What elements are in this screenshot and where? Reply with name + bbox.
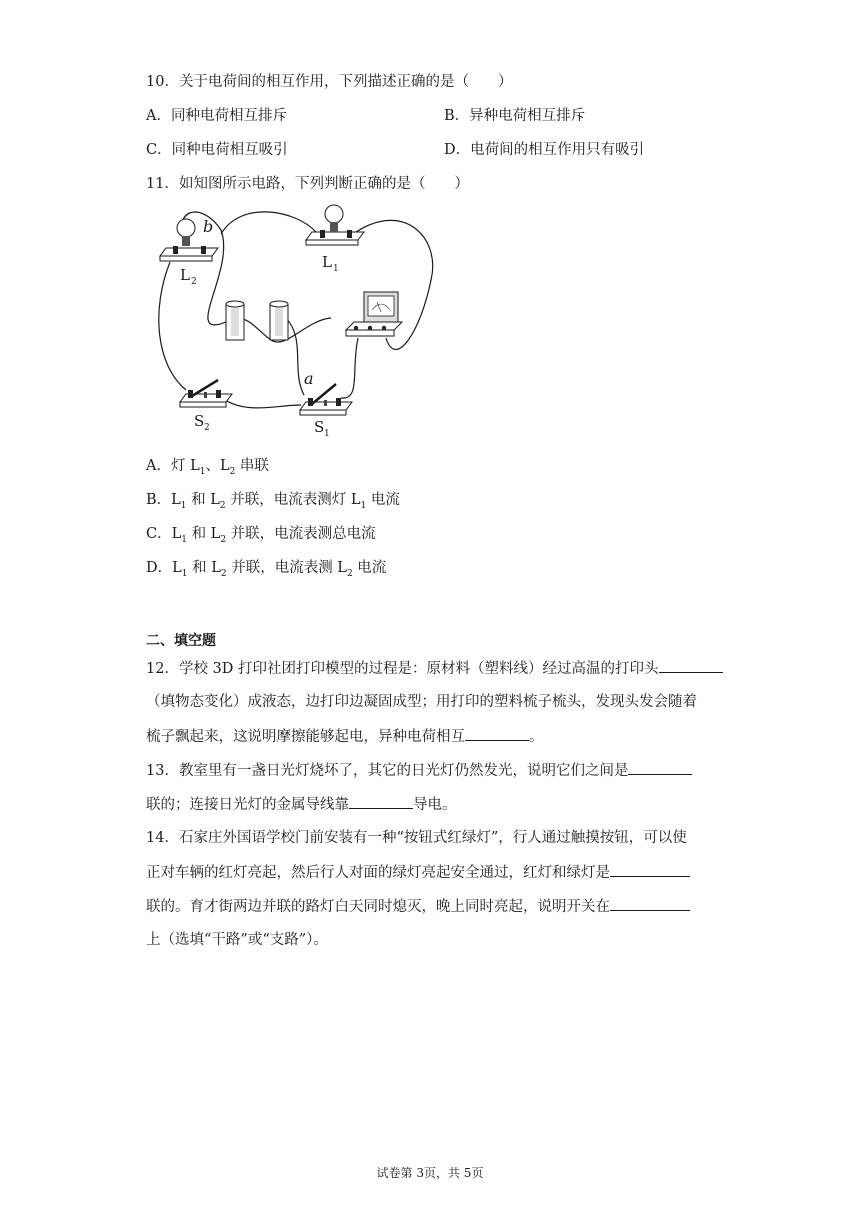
point-b-label: b <box>203 217 214 236</box>
q11-option-b: B．$L_1$ 和 $L_2$ 并联，电流表测灯 $L_1$ 电流 <box>146 492 400 511</box>
circuit-diagram <box>146 200 446 445</box>
q12-line3: 梳子飘起来，这说明摩擦能够起电，异种电荷相互 。 <box>146 726 544 747</box>
wire-l2-l1 <box>221 212 316 234</box>
answer-blank[interactable] <box>465 726 529 741</box>
switch-s2-label: S <box>194 412 205 430</box>
wire-ammeter-s1 <box>341 338 358 398</box>
section-heading: 二、填空题 <box>146 633 216 649</box>
lamp-l1-icon <box>306 205 364 245</box>
q10-option-d: D．电荷间的相互作用只有吸引 <box>444 142 645 158</box>
switch-s2-sub: 2 <box>204 423 210 433</box>
lamp-l1-sub: 1 <box>333 264 339 274</box>
point-a-label: a <box>304 369 314 388</box>
q10-option-c: C．同种电荷相互吸引 <box>146 142 288 158</box>
q11-stem: 11．如知图所示电路，下列判断正确的是（ ） <box>146 176 469 192</box>
q12-line1: 12．学校 3D 打印社团打印模型的过程是：原材料（塑料线）经过高温的打印头 <box>146 658 723 679</box>
answer-blank[interactable] <box>610 896 690 911</box>
wire-s2-s1 <box>222 398 301 408</box>
q14-line4: 上（选填“干路”或“支路”）。 <box>146 932 328 948</box>
switch-s1-sub: 1 <box>324 429 330 439</box>
q13-line1: 13．教室里有一盏日光灯烧坏了，其它的日光灯仍然发光，说明它们之间是 <box>146 760 692 781</box>
lamp-l2-label: L <box>180 266 190 284</box>
answer-blank[interactable] <box>349 794 413 809</box>
answer-blank[interactable] <box>659 658 723 673</box>
q11-option-d: D．$L_1$ 和 $L_2$ 并联，电流表测 $L_2$ 电流 <box>146 560 387 579</box>
answer-blank[interactable] <box>628 760 692 775</box>
q14-line2: 正对车辆的红灯亮起，然后行人对面的绿灯亮起安全通过，红灯和绿灯是 <box>146 862 690 883</box>
answer-blank[interactable] <box>610 862 690 877</box>
q10-option-b: B．异种电荷相互排斥 <box>444 108 586 124</box>
q11-option-a: A．灯 $L_1$、$L_2$ 串联 <box>146 458 269 477</box>
page-footer: 试卷第 3页，共 5页 <box>376 1166 484 1180</box>
lamp-l2-sub: 2 <box>191 277 197 287</box>
q14-line3: 联的。育才街两边并联的路灯白天同时熄灭，晚上同时亮起，说明开关在 <box>146 896 690 917</box>
switch-s1-icon <box>300 384 352 415</box>
q10-stem: 10．关于电荷间的相互作用，下列描述正确的是（ ） <box>146 74 513 90</box>
q12-line2: （填物态变化）成液态，边打印边凝固成型；用打印的塑料梳子梳头，发现头发会随着 <box>146 694 697 710</box>
q14-line1: 14．石家庄外国语学校门前安装有一种“按钮式红绿灯”，行人通过触摸按钮，可以使 <box>146 830 687 846</box>
switch-s2-icon <box>180 380 232 407</box>
switch-s1-label: S <box>314 418 325 436</box>
battery-icon <box>226 301 288 340</box>
wire-battery-s1 <box>286 318 304 395</box>
q13-line2: 联的；连接日光灯的金属导线靠 导电。 <box>146 794 457 815</box>
q10-option-a: A．同种电荷相互排斥 <box>146 108 287 124</box>
ammeter-icon <box>346 292 402 336</box>
q11-option-c: C．$L_1$ 和 $L_2$ 并联，电流表测总电流 <box>146 526 376 545</box>
lamp-l1-label: L <box>322 253 332 271</box>
